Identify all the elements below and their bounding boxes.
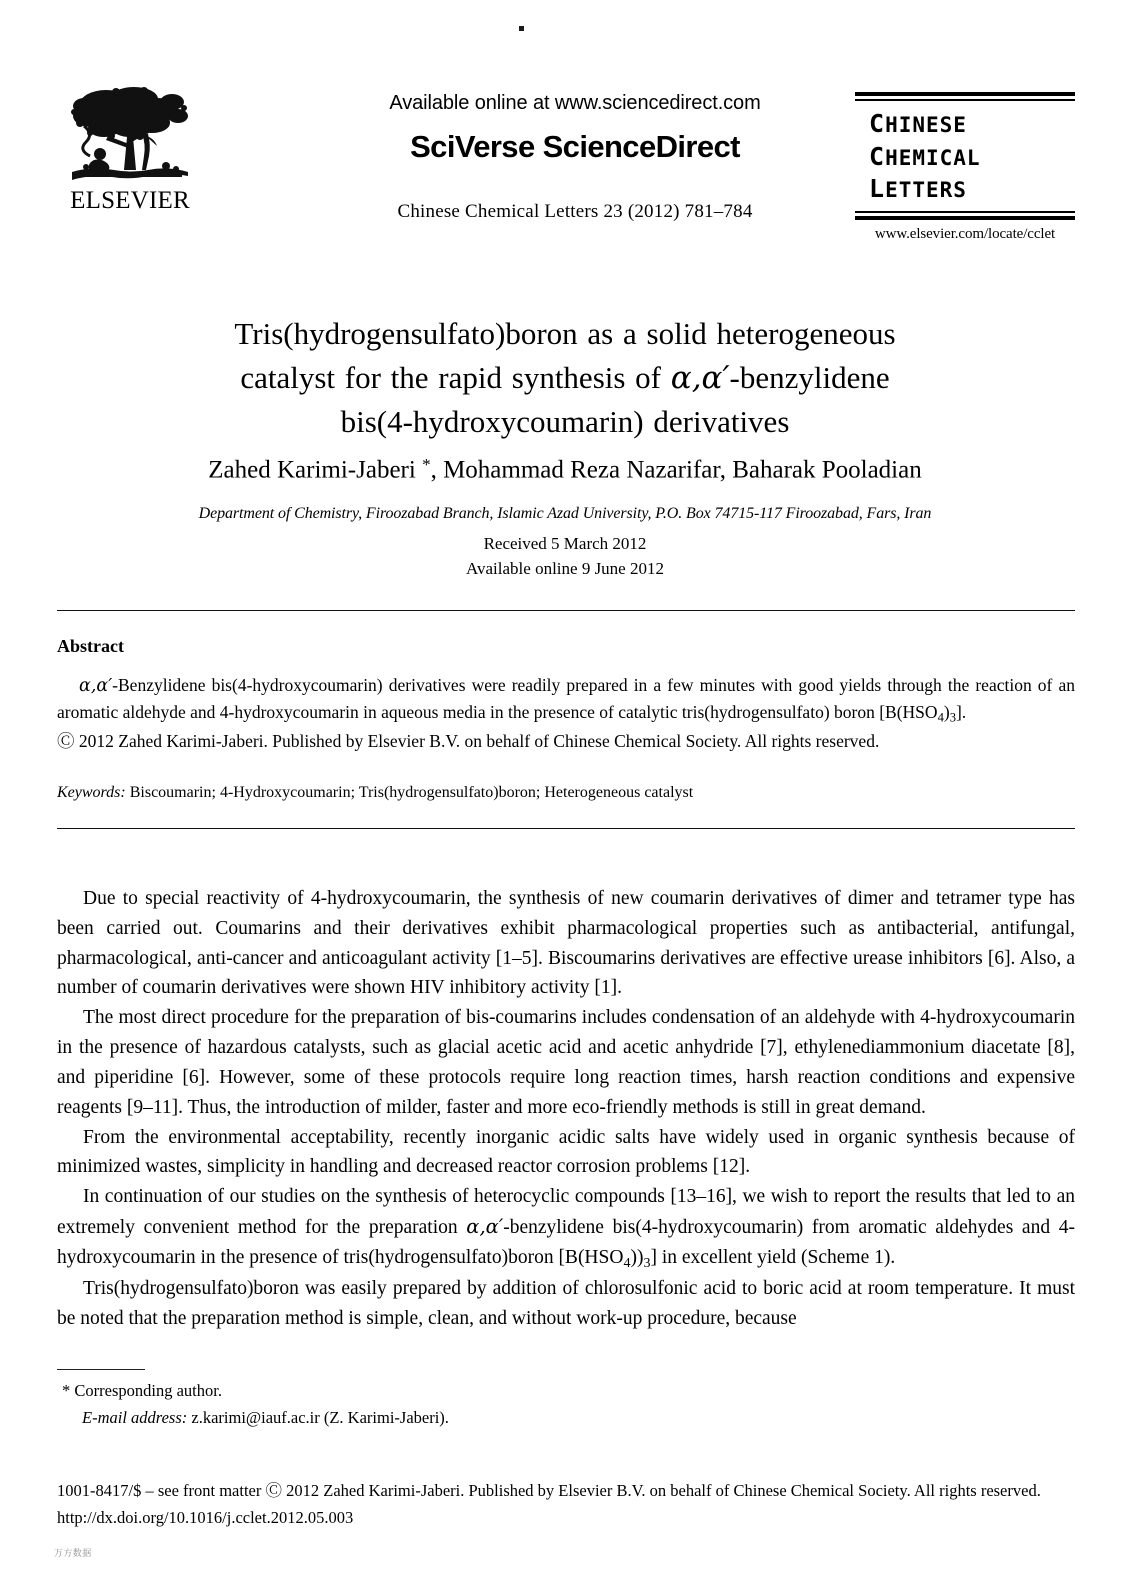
asterisk-marker: * bbox=[62, 1381, 71, 1400]
body-paragraph-4: In continuation of our studies on the synthesis of heterocyclic compounds [13–16], we wish to report the results that led to an extremely convenient method for the preparation α,α′-benzylidene bis(4-hydroxycoumarin) from aromatic aldehydes and 4-hydroxycoumarin in the presence of tris(hydrogensulfato)boron $[B(HSO_4))_3$] in excellent yield (Scheme 1). bbox=[57, 1186, 1075, 1271]
received-date: Received 5 March 2012 bbox=[483, 534, 647, 553]
logo-rule-top bbox=[855, 92, 1075, 101]
sciverse-sciencedirect-wordmark: SciVerse ScienceDirect bbox=[410, 129, 740, 164]
journal-homepage-url[interactable]: www.elsevier.com/locate/cclet bbox=[874, 225, 1056, 242]
body-paragraph-5: Tris(hydrogensulfato)boron was easily prepared by addition of chlorosulfonic acid to boric acid at room temperature. It must be noted that the preparation method is simple, clean, and without work-up procedure, because bbox=[57, 1278, 1075, 1330]
footnote-separator bbox=[57, 1369, 145, 1370]
affiliation: Department of Chemistry, Firoozabad Branch, Islamic Azad University, P.O. Box 74715-117 Firoozabad, Fars, Iran bbox=[198, 505, 932, 522]
email-line bbox=[62, 1405, 762, 1432]
abstract-body bbox=[57, 672, 1075, 754]
journal-masthead bbox=[55, 78, 1075, 253]
body-paragraph-2: The most direct procedure for the preparation of bis-coumarins includes condensation of an aldehyde with 4-hydroxycoumarin in the presence of hazardous catalysts, such as glacial acetic acid and acetic anhydride [7], ethylenediammonium diacetate [8], and piperidine [6]. However, some of these protocols require long reaction times, harsh reaction conditions and expensive reagents [9–11]. Thus, the introduction of milder, faster and more eco-friendly methods is still in great demand. bbox=[57, 1007, 1075, 1118]
front-matter-line: 1001-8417/$ – see front matter Ⓒ 2012 Zahed Karimi-Jaberi. Published by Elsevier B.V. on behalf of Chinese Chemical Society. All rights reserved. bbox=[57, 1481, 1041, 1500]
body-paragraph-3: From the environmental acceptability, recently inorganic acidic salts have widely used in organic synthesis because of minimized wastes, simplicity in handling and decreased reactor corrosion problems [12]. bbox=[57, 1126, 1075, 1178]
abstract-rule-top bbox=[57, 610, 1075, 611]
abstract-rule-bottom bbox=[57, 828, 1075, 829]
page-speck-mark bbox=[519, 26, 524, 31]
sciencedirect-block bbox=[255, 92, 895, 223]
logo-rule-bottom bbox=[855, 211, 1075, 220]
corresponding-author-marker: * bbox=[422, 455, 431, 474]
article-body bbox=[57, 884, 1075, 1334]
title-line-1: Tris(hydrogensulfato)boron as a solid heterogeneous bbox=[234, 316, 896, 351]
wanfang-watermark: 万方数据 bbox=[54, 1549, 92, 1559]
authors-rest: , Mohammad Reza Nazarifar, Baharak Pooladian bbox=[430, 456, 922, 484]
email-address[interactable]: z.karimi@iauf.ac.ir (Z. Karimi-Jaberi). bbox=[191, 1407, 449, 1427]
chinese-chemical-letters-logo bbox=[855, 92, 1075, 243]
alpha-alpha-prime-symbol: α,α′ bbox=[466, 1215, 504, 1239]
elsevier-tree-icon bbox=[66, 78, 194, 186]
logo-line-chemical: CHEMICAL bbox=[869, 141, 981, 171]
elsevier-logo bbox=[55, 78, 205, 213]
email-label: E-mail address: bbox=[82, 1407, 188, 1427]
abstract-paragraph: α,α′-Benzylidene bis(4-hydroxycoumarin) derivatives were readily prepared in a few minutes with good yields through the reaction of an aromatic aldehyde and 4-hydroxycoumarin in aqueous media in the presence of catalytic tris(hydrogensulfato) boron $[B(HSO_4)_3]$. bbox=[57, 675, 1075, 725]
corresponding-author-line: * Corresponding author. bbox=[62, 1381, 222, 1400]
corresponding-author-note bbox=[62, 1378, 762, 1431]
abstract-copyright: Ⓒ 2012 Zahed Karimi-Jaberi. Published by Elsevier B.V. on behalf of Chinese Chemical Society. All rights reserved. bbox=[57, 730, 880, 751]
available-online-text: Available online at www.sciencedirect.com bbox=[389, 92, 761, 114]
body-paragraph-1: Due to special reactivity of 4-hydroxycoumarin, the synthesis of new coumarin derivatives of dimer and tetramer type has been carried out. Coumarins and their derivatives exhibit pharmacological properties such as antibacterial, antifungal, pharmacological, anti-cancer and anticoagulant activity [1–5]. Biscoumarins derivatives are effective urease inhibitors [6]. Also, a number of coumarin derivatives were shown HIV inhibitory activity [1]. bbox=[57, 888, 1075, 999]
available-online-date: Available online 9 June 2012 bbox=[466, 558, 664, 578]
journal-citation-line: Chinese Chemical Letters 23 (2012) 781–784 bbox=[397, 201, 753, 222]
keywords-line bbox=[57, 784, 1075, 802]
author-list bbox=[110, 455, 1020, 485]
front-matter-block bbox=[57, 1478, 1075, 1530]
page-title bbox=[150, 312, 980, 444]
article-dates bbox=[200, 532, 930, 581]
alpha-alpha-prime-symbol: α,α′ bbox=[670, 360, 730, 397]
logo-line-letters: LETTERS bbox=[869, 174, 967, 203]
abstract-heading: Abstract bbox=[57, 636, 124, 656]
doi-link[interactable]: http://dx.doi.org/10.1016/j.cclet.2012.05.003 bbox=[57, 1507, 354, 1527]
title-line-2: catalyst for the rapid synthesis of α,α′-benzylidene bbox=[240, 360, 890, 397]
keywords-label: Keywords: bbox=[57, 784, 126, 801]
title-line-3: bis(4-hydroxycoumarin) derivatives bbox=[340, 404, 790, 440]
author-first: Zahed Karimi-Jaberi bbox=[208, 456, 423, 484]
alpha-alpha-prime-symbol: α,α′ bbox=[79, 676, 113, 696]
keywords-value: Biscoumarin; 4-Hydroxycoumarin; Tris(hydrogensulfato)boron; Heterogeneous catalyst bbox=[129, 784, 694, 801]
logo-line-chinese: CHINESE bbox=[869, 109, 967, 138]
elsevier-wordmark: ELSEVIER bbox=[70, 187, 190, 214]
